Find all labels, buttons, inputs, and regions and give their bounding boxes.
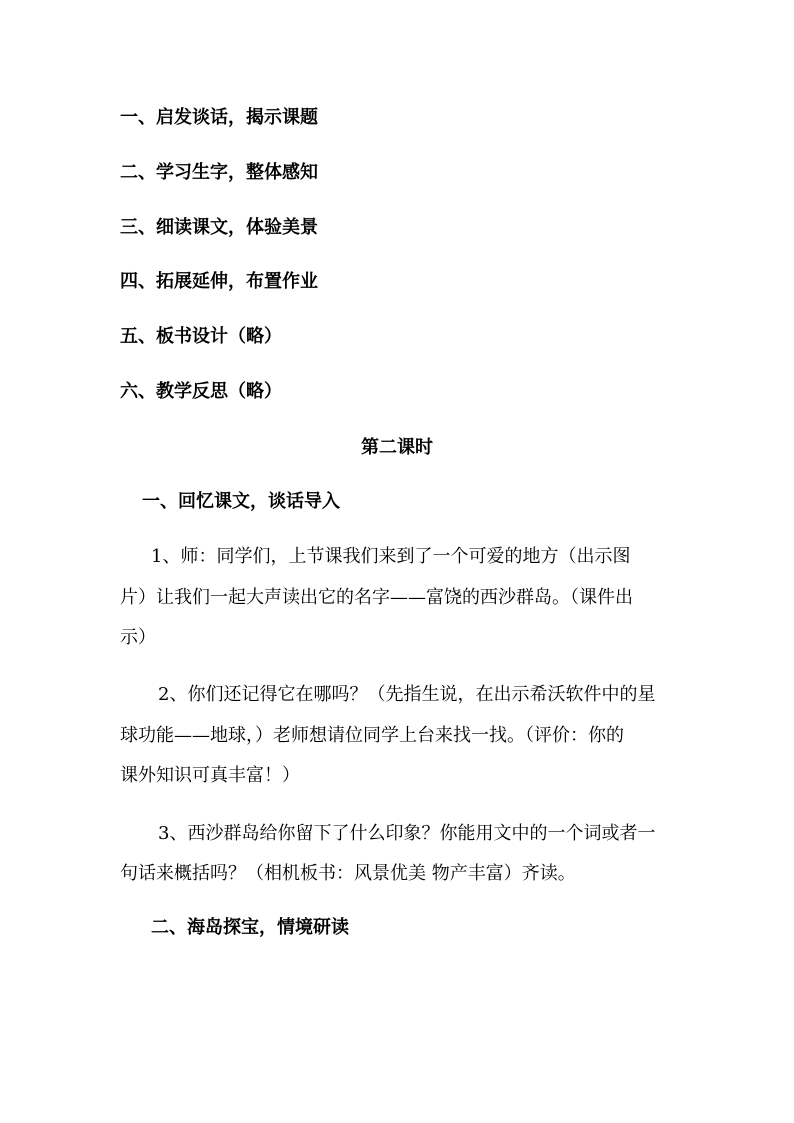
lesson-title: 第二课时 bbox=[361, 437, 433, 458]
paragraph-2-line-1: 2、你们还记得它在哪吗？（先指生说，在出示希沃软件中的星 bbox=[158, 684, 656, 705]
section-heading-1: 一、启发谈话，揭示课题 bbox=[120, 107, 318, 128]
section-heading-6: 六、教学反思（略） bbox=[120, 381, 282, 402]
paragraph-3-line-1: 3、西沙群岛给你留下了什么印象？你能用文中的一个词或者一 bbox=[158, 823, 656, 844]
paragraph-2-line-2: 球功能——地球，）老师想请位同学上台来找一找。（评价：你的 bbox=[120, 725, 624, 746]
paragraph-1-line-2: 片）让我们一起大声读出它的名字——富饶的西沙群岛。（课件出 bbox=[120, 587, 633, 608]
section-heading-3: 三、细读课文，体验美景 bbox=[120, 217, 318, 238]
section-heading-4: 四、拓展延伸，布置作业 bbox=[120, 271, 318, 292]
section-heading-review: 一、回忆课文，谈话导入 bbox=[142, 491, 340, 512]
paragraph-3-line-2: 句话来概括吗？（相机板书：风景优美 物产丰富）齐读。 bbox=[120, 863, 576, 884]
paragraph-2-line-3: 课外知识可真丰富！） bbox=[120, 765, 300, 786]
section-heading-5: 五、板书设计（略） bbox=[120, 326, 282, 347]
section-heading-2: 二、学习生字，整体感知 bbox=[120, 162, 318, 183]
paragraph-1-line-1: 1、师：同学们，上节课我们来到了一个可爱的地方（出示图 bbox=[151, 546, 631, 567]
paragraph-1-line-3: 示） bbox=[120, 627, 156, 648]
section-heading-explore: 二、海岛探宝，情境研读 bbox=[151, 917, 349, 938]
